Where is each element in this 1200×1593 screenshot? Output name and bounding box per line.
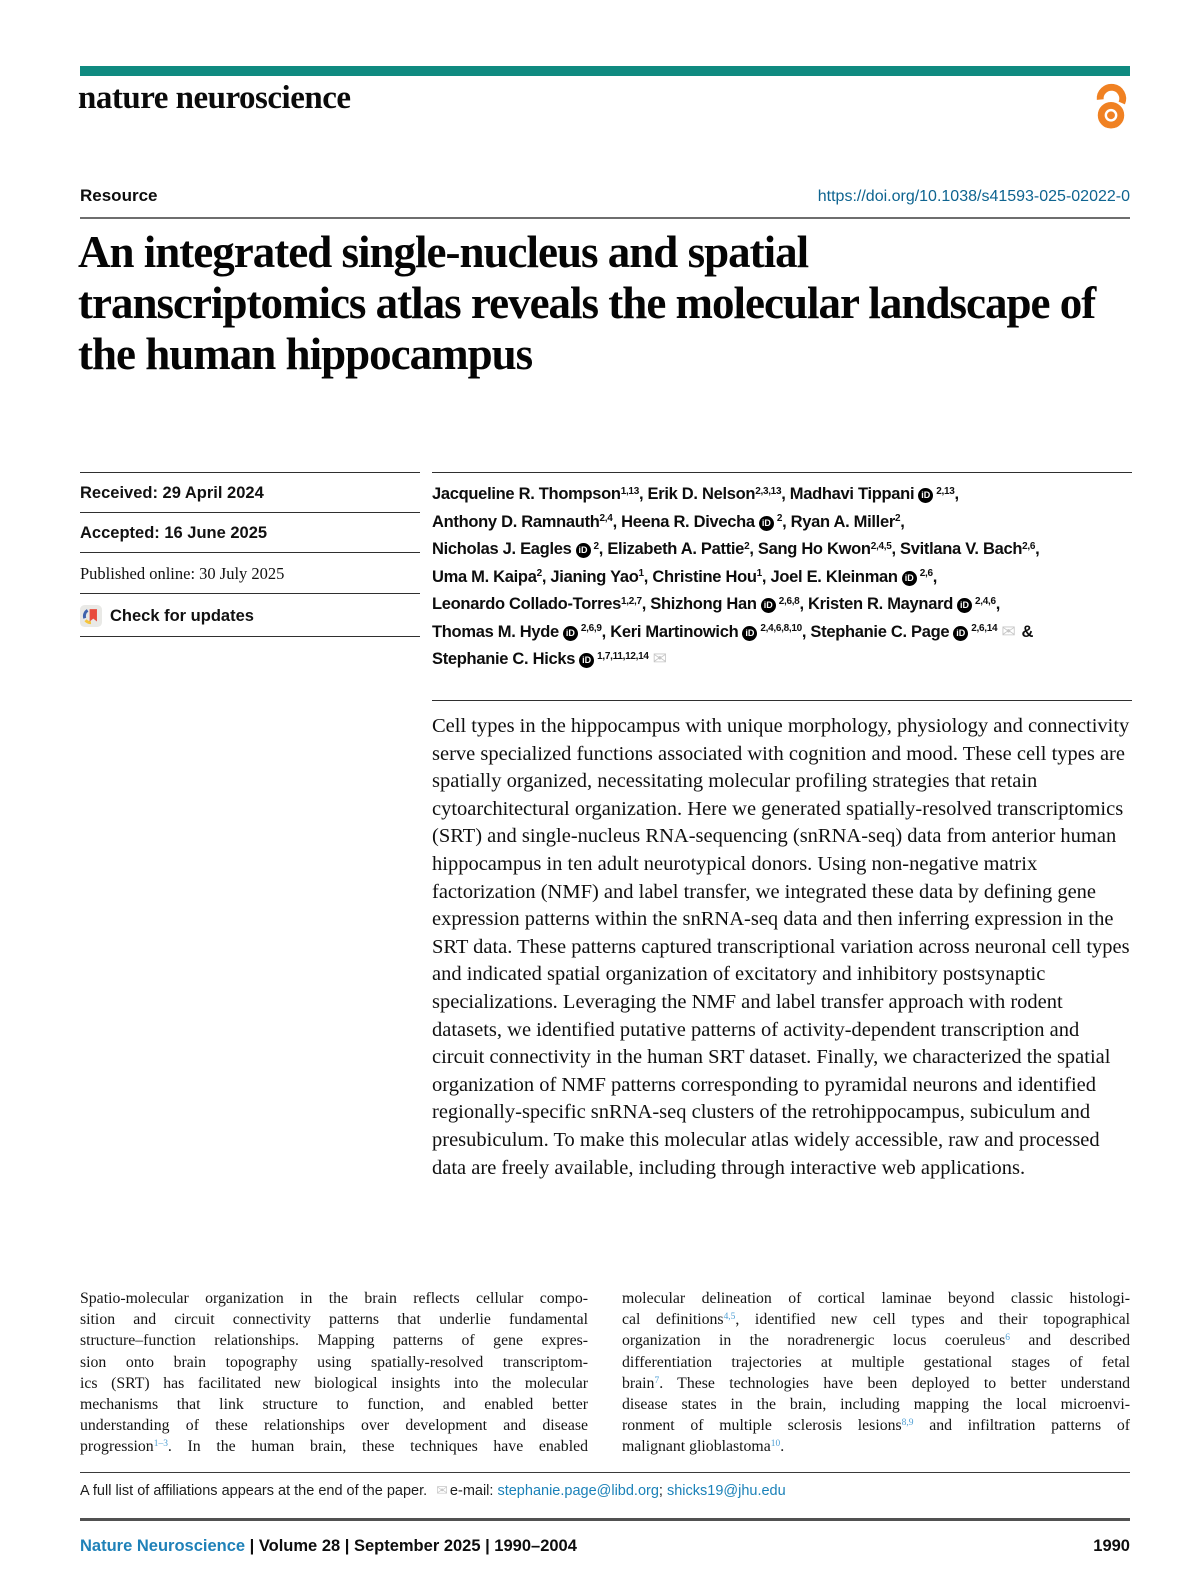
- page-number: 1990: [1093, 1537, 1130, 1555]
- text-line: Nicholas J. Eagles iD $^2$, Elizabeth A. Pattie$^2$, Sang Ho Kwon$^{2,4,5}$, Svitlana V. Bach$^{2,6}$,: [432, 540, 1040, 558]
- journal-wordmark: nature neuroscience: [78, 80, 351, 116]
- abstract-text: Cell types in the hippocampus with unique morphology, physiology and connectivity serve specialized functions associated with cognition and mood. These cell types are spatially organized, necessitating molecular profiling strategies that retain cytoarchitectural organization. Here we generated spatially-resolved transcriptomics (SRT) and single-nucleus RNA-sequencing (snRNA-seq) data from anterior human hippocampus in ten adult neurotypical donors. Using non-negative matrix factorization (NMF) and label transfer, we integrated these data by defining gene expression patterns within the snRNA-seq data and then inferring expression in the SRT data. These patterns captured transcriptional variation across neuronal cell types and indicated spatial organization of excitatory and inhibitory postsynaptic specializations. Leveraging the NMF and label transfer approach with rodent datasets, we identified putative patterns of activity-dependent transcription and circuit connectivity in the human SRT dataset. Finally, we characterized the spatial organization of NMF patterns corresponding to pyramidal neurons and identified regionally-specific snRNA-seq clusters of the retrohippocampus, subiculum and presubiculum. To make this molecular atlas widely accessible, raw and processed data are freely available, including through interactive web applications.: [432, 700, 1132, 1182]
- envelope-icon: ✉: [436, 1483, 448, 1499]
- orcid-icon[interactable]: iD: [576, 543, 591, 558]
- text-line: mechanisms that link structure to function, and enabled better: [80, 1396, 588, 1414]
- reference-superscript[interactable]: 1–3: [153, 1439, 168, 1450]
- text-line: structure–function relationships. Mapping patterns of gene expres-: [80, 1332, 588, 1350]
- orcid-icon[interactable]: iD: [761, 598, 776, 613]
- intro-right-column: [622, 1288, 1130, 1458]
- orcid-icon[interactable]: iD: [902, 571, 917, 586]
- affiliation-superscript: 1: [756, 568, 762, 579]
- issue-info: | Volume 28 | September 2025 | 1990–2004: [245, 1537, 577, 1555]
- reference-superscript[interactable]: 8,9: [901, 1418, 914, 1429]
- orcid-icon[interactable]: iD: [918, 488, 933, 503]
- header-divider: [80, 217, 1130, 219]
- text-line: molecular delineation of cortical laminae beyond classic histologi-: [622, 1290, 1130, 1307]
- brand-top-bar: [80, 66, 1130, 76]
- affiliation-note: A full list of affiliations appears at the end of the paper. ✉ e-mail: stephanie.page@libd.org; shicks19@jhu.edu: [80, 1472, 1130, 1499]
- text-line: sion onto brain topography using spatially-resolved transcriptom-: [80, 1353, 588, 1371]
- text-line: Spatio-molecular organization in the brain reflects cellular compo-: [80, 1290, 588, 1307]
- orcid-icon[interactable]: iD: [953, 626, 968, 641]
- check-for-updates-label: Check for updates: [110, 606, 254, 625]
- email-link[interactable]: stephanie.page@libd.org: [497, 1483, 659, 1499]
- orcid-icon[interactable]: iD: [759, 516, 774, 531]
- received-date: Received: 29 April 2024: [80, 472, 420, 512]
- text-line: Anthony D. Ramnauth$^{2,4}$, Heena R. Divecha iD $^2$, Ryan A. Miller$^2$,: [432, 512, 905, 531]
- envelope-icon: ✉: [1001, 621, 1016, 642]
- text-line: understanding of these relationships over development and disease: [80, 1417, 588, 1435]
- text-line: brain$^7$. These technologies have been deployed to better understand: [622, 1374, 1130, 1392]
- text-line: ics (SRT) has facilitated new biological insights into the molecular: [80, 1374, 588, 1392]
- text-line: Jacqueline R. Thompson$^{1,13}$, Erik D. Nelson$^{2,3,13}$, Madhavi Tippani iD $^{2,13}$,: [432, 485, 959, 503]
- affiliation-superscript: 2: [744, 540, 750, 552]
- affiliation-superscript: 2,6: [919, 568, 933, 579]
- text-line: Leonardo Collado-Torres$^{1,2,7}$, Shizhong Han iD $^{2,6,8}$, Kristen R. Maynard iD $^{2,4,6}$,: [432, 595, 1001, 613]
- affiliation-superscript: 2: [776, 513, 783, 524]
- affiliation-superscript: 1,13: [620, 485, 639, 497]
- journal-name-link[interactable]: Nature Neuroscience: [80, 1537, 246, 1555]
- affiliation-superscript: 2,4,6: [975, 595, 996, 607]
- doi-link[interactable]: https://doi.org/10.1038/s41593-025-02022-0: [817, 188, 1130, 205]
- text-line: malignant glioblastoma$^{10}$.: [622, 1438, 785, 1456]
- text-line: organization in the noradrenergic locus coeruleus$^6$ and described: [622, 1332, 1130, 1350]
- orcid-icon[interactable]: iD: [742, 626, 757, 641]
- affiliation-superscript: 2,6,14: [971, 623, 998, 634]
- article-type-label: Resource: [80, 186, 158, 205]
- check-for-updates-button[interactable]: [80, 593, 420, 637]
- text-line: sition and circuit connectivity patterns that underlie fundamental: [80, 1311, 588, 1329]
- affiliation-superscript: 2,6,8: [778, 595, 800, 607]
- affiliation-superscript: 2,6,9: [580, 623, 602, 634]
- text-line: Stephanie C. Hicks iD $^{1,7,11,12,14}$ ✉: [432, 649, 667, 669]
- affiliation-superscript: 2,3,13: [755, 485, 782, 497]
- text-line: differentiation trajectories at multiple gestational stages of fetal: [622, 1353, 1130, 1371]
- orcid-icon[interactable]: iD: [579, 653, 594, 668]
- affiliation-superscript: 1: [638, 568, 644, 579]
- affiliation-superscript: 2,6: [1022, 540, 1036, 552]
- author-list: [432, 472, 1132, 674]
- text-line: disease states in the brain, including mapping the local microenvi-: [622, 1396, 1130, 1414]
- footer-bar: [80, 1537, 1130, 1556]
- text-line: ronment of multiple sclerosis lesions$^{8,9}$ and infiltration patterns of: [622, 1417, 1130, 1435]
- text-line: cal definitions$^{4,5}$, identified new cell types and their topographical: [622, 1311, 1130, 1329]
- reference-superscript[interactable]: 10: [770, 1439, 781, 1450]
- affiliation-superscript: 2: [536, 568, 542, 579]
- text-line: progression$^{1-3}$. In the human brain, these techniques have enabled: [80, 1438, 588, 1456]
- text-line: Thomas M. Hyde iD $^{2,6,9}$, Keri Martinowich iD $^{2,4,6,8,10}$, Stephanie C. Page iD $^{2,6,14}$ ✉ &: [432, 621, 1034, 642]
- history-panel: [80, 472, 420, 637]
- footer-divider: [80, 1518, 1130, 1521]
- email-link[interactable]: shicks19@jhu.edu: [666, 1483, 786, 1499]
- orcid-icon[interactable]: iD: [563, 626, 578, 641]
- text-line: Uma M. Kaipa$^2$, Jianing Yao$^1$, Christine Hou$^1$, Joel E. Kleinman iD $^{2,6}$,: [432, 567, 938, 586]
- affiliation-superscript: 2,4,6,8,10: [760, 623, 802, 634]
- check-for-updates-icon: [80, 605, 102, 627]
- affiliation-superscript: 2: [894, 513, 901, 524]
- article-title: An integrated single-nucleus and spatial transcriptomics atlas reveals the molecular landscape of the human hippocampus: [78, 227, 1096, 379]
- affiliation-superscript: 1,7,11,12,14: [597, 650, 649, 662]
- affiliation-superscript: 2: [593, 540, 599, 552]
- affiliation-superscript: 2,13: [936, 485, 955, 497]
- open-access-icon: [1092, 80, 1130, 129]
- affiliation-superscript: 2,4,5: [870, 540, 892, 552]
- footer-citation: [80, 1537, 577, 1556]
- article-meta-row: [80, 186, 1130, 206]
- intro-left-column: [80, 1288, 588, 1458]
- reference-superscript[interactable]: 6: [1005, 1333, 1010, 1344]
- envelope-icon: ✉: [652, 649, 667, 669]
- reference-superscript[interactable]: 7: [654, 1375, 660, 1386]
- affiliation-superscript: 2,4: [599, 513, 613, 524]
- reference-superscript[interactable]: 4,5: [723, 1312, 736, 1322]
- published-date: Published online: 30 July 2025: [80, 552, 420, 593]
- orcid-icon[interactable]: iD: [957, 598, 972, 613]
- affiliation-superscript: 1,2,7: [620, 595, 642, 607]
- accepted-date: Accepted: 16 June 2025: [80, 512, 420, 552]
